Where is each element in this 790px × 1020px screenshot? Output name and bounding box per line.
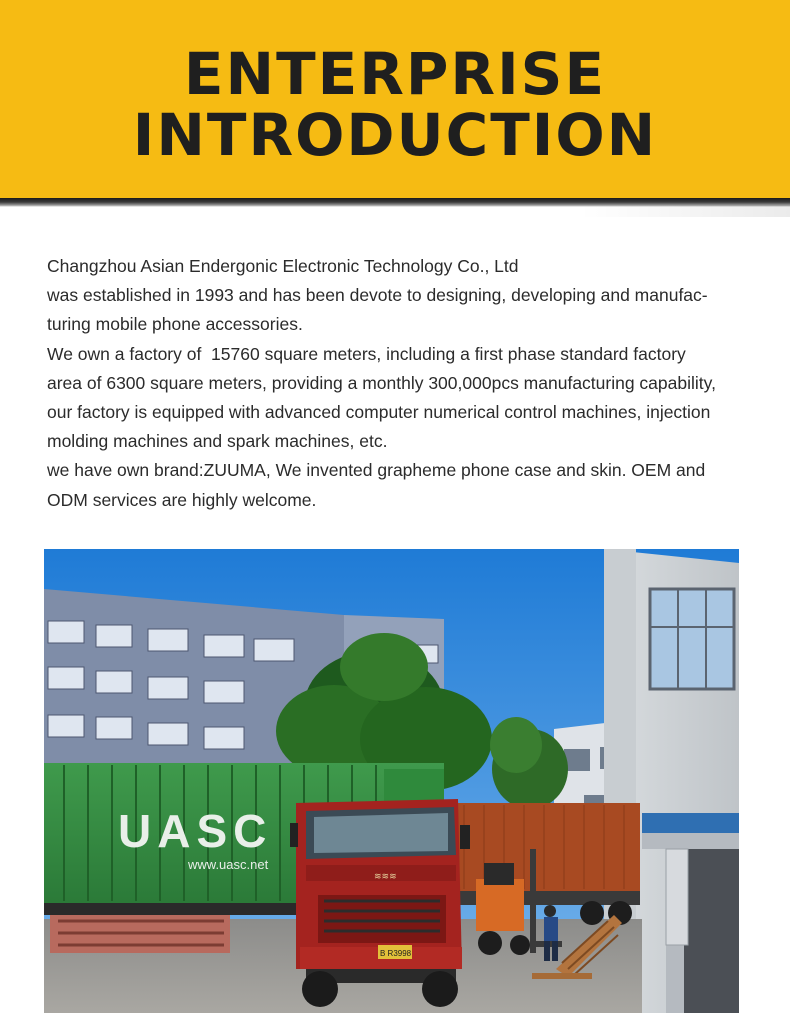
license-plate-text: B R3998 <box>380 949 412 958</box>
page-title-line-1: ENTERPRISE <box>183 40 607 108</box>
factory-line-3: our factory is equipped with advanced computer numerical control machines, injection <box>47 402 711 423</box>
svg-text:≋≋≋: ≋≋≋ <box>374 871 397 881</box>
container-brand-text: UASC <box>118 805 273 857</box>
brand-line-1: we have own brand:ZUUMA, We invented grapheme phone case and skin. OEM and <box>47 460 706 481</box>
factory-line-1: We own a factory of 15760 square meters, including a first phase standard factory <box>47 343 686 364</box>
banner-corner-fade <box>580 205 790 217</box>
brand-line-2: ODM services are highly welcome. <box>47 489 317 510</box>
company-name-line: Changzhou Asian Endergonic Electronic Technology Co., Ltd <box>47 256 519 276</box>
factory-photo <box>44 549 739 1013</box>
company-introduction <box>47 252 752 515</box>
page-title <box>0 40 790 169</box>
factory-photo-illustration <box>44 549 739 1013</box>
page-title-line-2: INTRODUCTION <box>132 101 658 169</box>
factory-line-4: molding machines and spark machines, etc. <box>47 431 388 452</box>
title-banner <box>0 0 790 204</box>
red-truck <box>290 799 470 1007</box>
established-line-2: turing mobile phone accessories. <box>47 314 303 335</box>
factory-line-2: area of 6300 square meters, providing a monthly 300,000pcs manufacturing capability, <box>47 372 716 393</box>
established-line-1: was established in 1993 and has been devote to designing, developing and manufac- <box>47 285 708 306</box>
container-url-text: www.uasc.net <box>188 857 269 872</box>
